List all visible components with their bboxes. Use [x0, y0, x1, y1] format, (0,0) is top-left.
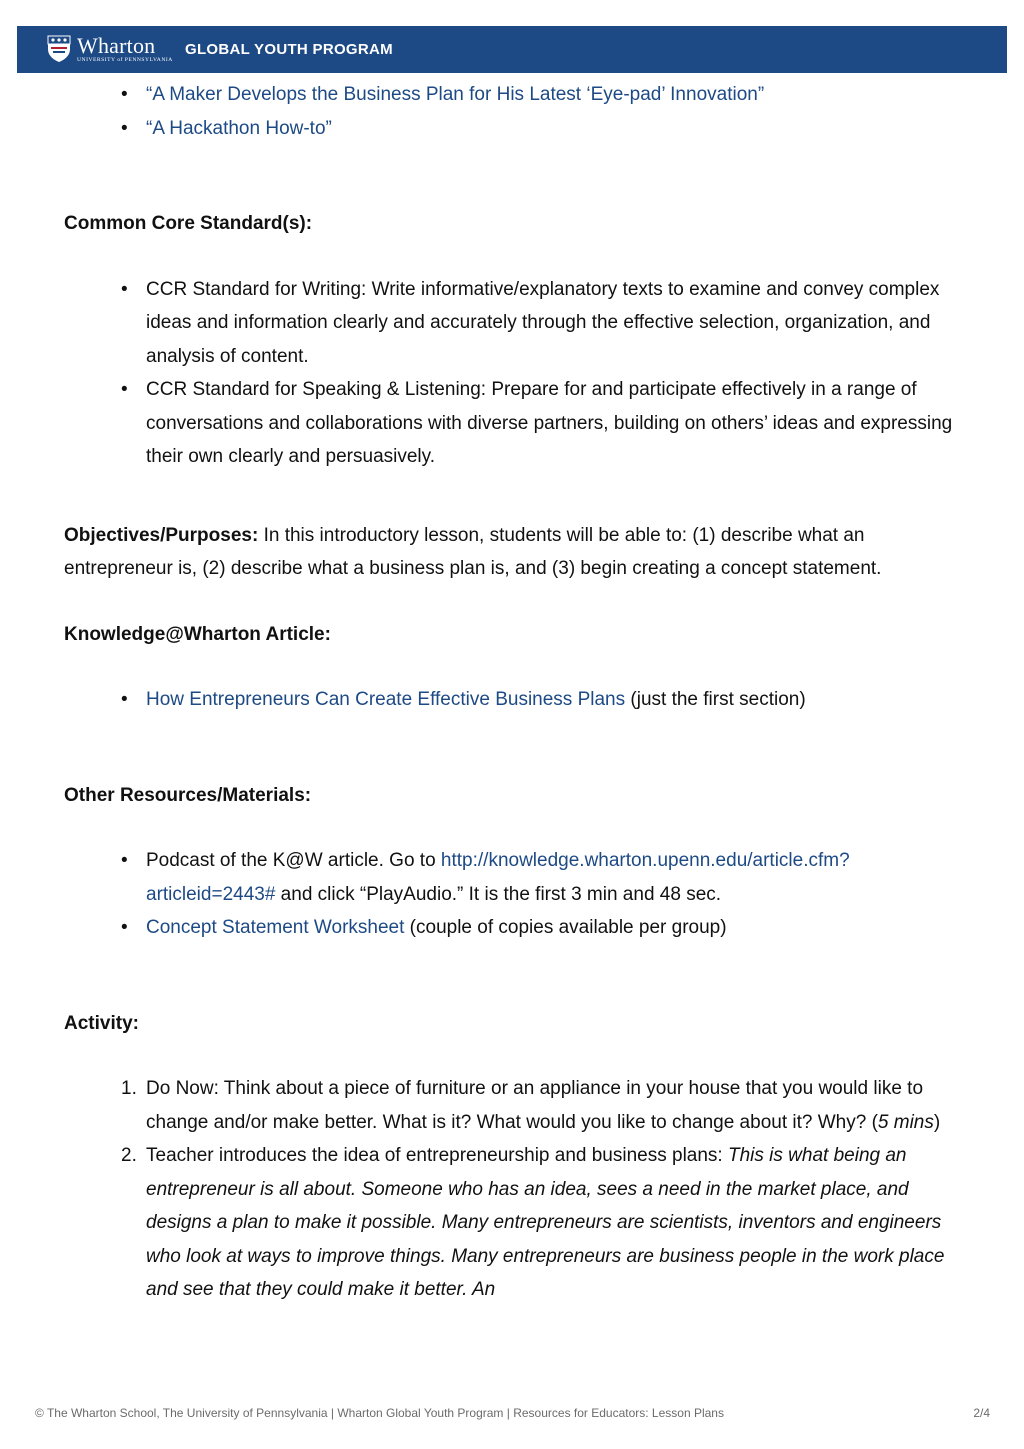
activity-heading: Activity: — [64, 1012, 139, 1034]
step-1-close: ) — [933, 1111, 941, 1133]
page-number: 2/4 — [973, 1406, 990, 1420]
wharton-logo[interactable] — [47, 35, 173, 64]
activity-step-1 — [121, 1072, 964, 1139]
page-footer — [35, 1406, 990, 1420]
objectives-text: In this introductory lesson, students will be able to: (1) describe what an entrepreneur is, (2) describe what a business plan is, and (3) begin creating a concept statement. — [64, 524, 882, 579]
common-core-list — [64, 273, 964, 474]
article-link-hackathon[interactable]: “A Hackathon How-to” — [146, 117, 332, 139]
podcast-prefix: Podcast of the K@W article. Go to — [146, 850, 441, 871]
logo-subtitle: UNIVERSITY of PENNSYLVANIA — [77, 57, 173, 63]
step-1-text: Do Now: Think about a piece of furniture or an appliance in your house that you would like to change and/or make better. What is it? What would you like to change about it? Why? ( — [146, 1078, 924, 1133]
activity-step-2 — [121, 1139, 964, 1307]
list-item — [146, 911, 964, 945]
podcast-suffix: and click “PlayAudio.” It is the first 3 min and 48 sec. — [275, 883, 722, 905]
podcast-link[interactable]: http://knowledge.wharton.upenn.edu/article.cfm?articleid=2443# — [146, 850, 850, 905]
page-header — [17, 26, 1007, 73]
penn-shield-icon — [47, 35, 71, 63]
objectives-label: Objectives/Purposes: — [64, 524, 259, 546]
list-item — [146, 112, 964, 146]
activity-steps — [64, 1072, 964, 1307]
objectives-paragraph — [64, 519, 964, 586]
step-2-text: Teacher introduces the idea of entrepreneurship and business plans: — [146, 1145, 728, 1166]
kw-article-heading: Knowledge@Wharton Article: — [64, 623, 331, 645]
list-item — [146, 683, 964, 717]
common-core-heading: Common Core Standard(s): — [64, 213, 313, 234]
step-number: 2. — [121, 1145, 137, 1166]
footer-text: © The Wharton School, The University of Pennsylvania | Wharton Global Youth Program | Resources for Educators: Lesson Plans — [35, 1406, 724, 1420]
article-link-eye-pad[interactable]: “A Maker Develops the Business Plan for His Latest ‘Eye-pad’ Innovation” — [146, 84, 765, 105]
list-item: • CCR Standard for Speaking & Listening: Prepare for and participate effectively in a range of conversations and collaborations with diverse partners, building on others’ ideas and expressing their own clearly and persuasively. — [146, 373, 964, 474]
kw-article-link[interactable]: How Entrepreneurs Can Create Effective Business Plans — [146, 689, 626, 710]
list-item — [146, 78, 964, 112]
list-item: • CCR Standard for Writing: Write informative/explanatory texts to examine and convey complex ideas and information clearly and accurately through the effective selection, organization, and analysis of content. — [146, 273, 964, 374]
kw-article-list — [64, 683, 964, 717]
logo-name: Wharton — [77, 33, 156, 58]
kw-article-suffix: (just the first section) — [625, 689, 806, 710]
list-item — [146, 844, 964, 911]
program-title: GLOBAL YOUTH PROGRAM — [185, 41, 393, 58]
worksheet-suffix: (couple of copies available per group) — [404, 917, 727, 938]
resources-heading: Other Resources/Materials: — [64, 784, 312, 806]
related-links-list — [64, 78, 964, 145]
step-1-duration: 5 mins — [877, 1111, 934, 1133]
lesson-content — [64, 78, 964, 1307]
resources-list — [64, 844, 964, 945]
step-2-italic-text: This is what being an entrepreneur is all about. Someone who has an idea, sees a need in the market place, and designs a plan to make it possible. Many entrepreneurs are scientists, inventors and engineers who look at ways to improve things. Many entrepreneurs are business people in the work place and see that they could make it better. An — [146, 1145, 945, 1300]
worksheet-link[interactable]: Concept Statement Worksheet — [146, 917, 405, 938]
step-number: 1. — [121, 1078, 137, 1099]
